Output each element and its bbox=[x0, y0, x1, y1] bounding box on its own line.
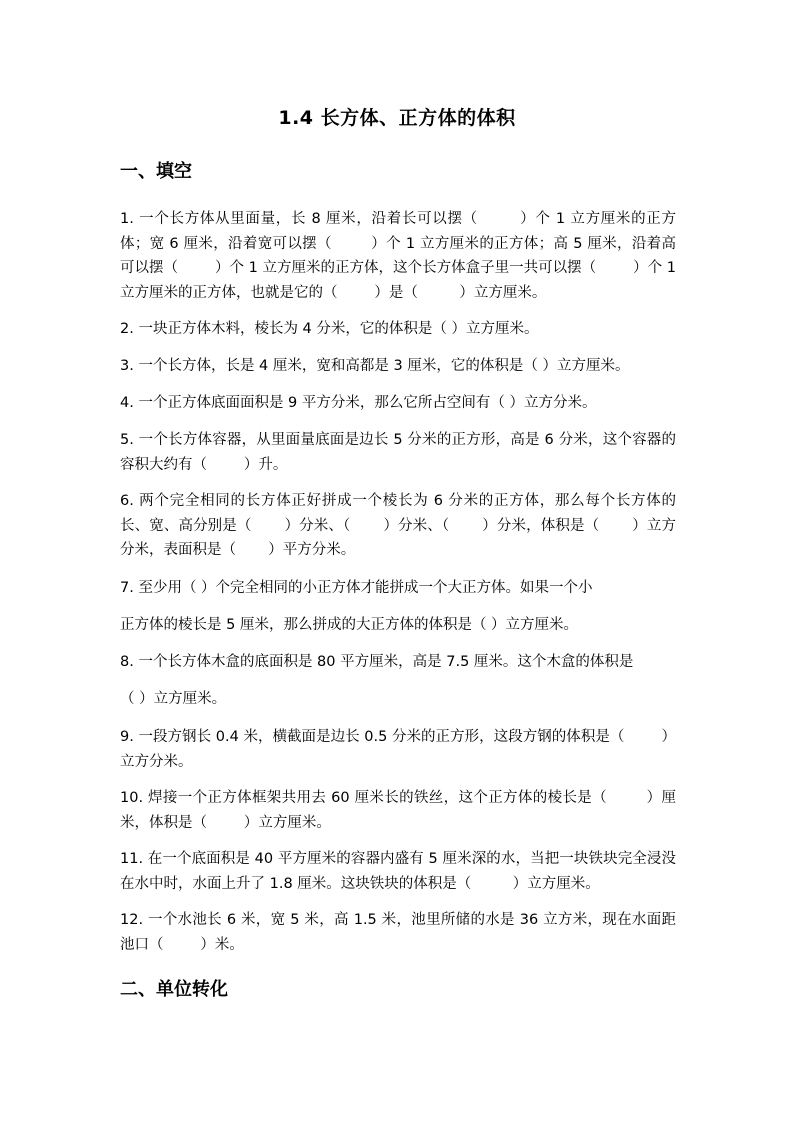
question-number: 3. bbox=[120, 358, 134, 374]
question-number: 8. bbox=[120, 654, 134, 670]
question-1 bbox=[120, 207, 681, 305]
question-number: 4. bbox=[120, 395, 134, 411]
question-text: 一段方钢长 0.4 米，横截面是边长 0.5 分米的正方形，这段方钢的体积是（ ）立方分米。 bbox=[120, 729, 676, 770]
question-number: 11. bbox=[120, 851, 144, 867]
question-text: （ ）立方厘米。 bbox=[120, 691, 227, 707]
question-text: 焊接一个正方体框架共用去 60 厘米长的铁丝，这个正方体的棱长是（ ）厘米，体积是（ ）立方厘米。 bbox=[120, 790, 676, 831]
question-8-continued bbox=[120, 687, 676, 712]
question-number: 10. bbox=[120, 790, 144, 806]
question-text: 两个完全相同的长方体正好拼成一个棱长为 6 分米的正方体，那么每个长方体的长、宽、高分别是（ ）分米、（ ）分米、（ ）分米，体积是（ ）立方分米，表面积是（ ）平方分米。 bbox=[120, 493, 676, 558]
question-7 bbox=[120, 576, 676, 601]
question-text: 一个长方体容器，从里面量底面是边长 5 分米的正方形，高是 6 分米，这个容器的容积大约有（ ）升。 bbox=[120, 432, 676, 473]
question-text: 一个长方体木盒的底面积是 80 平方厘米，高是 7.5 厘米。这个木盒的体积是 bbox=[133, 654, 634, 670]
question-12 bbox=[120, 908, 676, 957]
question-number: 2. bbox=[120, 321, 134, 337]
question-number: 12. bbox=[120, 912, 144, 928]
question-5 bbox=[120, 428, 676, 477]
question-number: 7. bbox=[120, 580, 134, 596]
question-number: 1. bbox=[120, 211, 134, 227]
question-text: 一个正方体底面面积是 9 平方分米，那么它所占空间有（ ）立方分米。 bbox=[133, 395, 597, 411]
question-7-continued bbox=[120, 613, 676, 638]
question-8 bbox=[120, 650, 676, 675]
question-text: 一块正方体木料，棱长为 4 分米，它的体积是（ ）立方厘米。 bbox=[133, 321, 539, 337]
question-number: 9. bbox=[120, 729, 134, 745]
question-text: 一个长方体从里面量，长 8 厘米，沿着长可以摆（ ）个 1 立方厘米的正方体；宽 6 厘米，沿着宽可以摆（ ）个 1 立方厘米的正方体；高 5 厘米，沿着高可以摆（ ）个 1 立方厘米的正方体，这个长方体盒子里一共可以摆（ ）个 1 立方厘米的正方体，也就是它的（ ）是（ ）立方厘米。 bbox=[120, 211, 681, 301]
section-heading-fill-in: 一、填空 bbox=[120, 161, 192, 182]
question-4 bbox=[120, 391, 676, 416]
question-number: 5. bbox=[120, 432, 134, 448]
question-9 bbox=[120, 725, 676, 774]
question-text: 一个水池长 6 米，宽 5 米，高 1.5 米，池里所储的水是 36 立方米，现在水面距池口（ ）米。 bbox=[120, 912, 676, 953]
question-6 bbox=[120, 489, 676, 563]
question-3 bbox=[120, 354, 676, 379]
question-text: 至少用（ ）个完全相同的小正方体才能拼成一个大正方体。如果一个小 bbox=[133, 580, 593, 596]
question-number: 6. bbox=[120, 493, 134, 509]
page-title: 1.4 长方体、正方体的体积 bbox=[278, 107, 516, 129]
question-text: 一个长方体，长是 4 厘米，宽和高都是 3 厘米，它的体积是（ ）立方厘米。 bbox=[133, 358, 630, 374]
question-text: 正方体的棱长是 5 厘米，那么拼成的大正方体的体积是（ ）立方厘米。 bbox=[120, 617, 579, 633]
question-2 bbox=[120, 317, 676, 342]
question-11 bbox=[120, 847, 676, 896]
question-10 bbox=[120, 786, 676, 835]
question-text: 在一个底面积是 40 平方厘米的容器内盛有 5 厘米深的水，当把一块铁块完全浸没在水中时，水面上升了 1.8 厘米。这块铁块的体积是（ ）立方厘米。 bbox=[120, 851, 676, 892]
section-heading-unit-conversion: 二、单位转化 bbox=[120, 979, 228, 1000]
